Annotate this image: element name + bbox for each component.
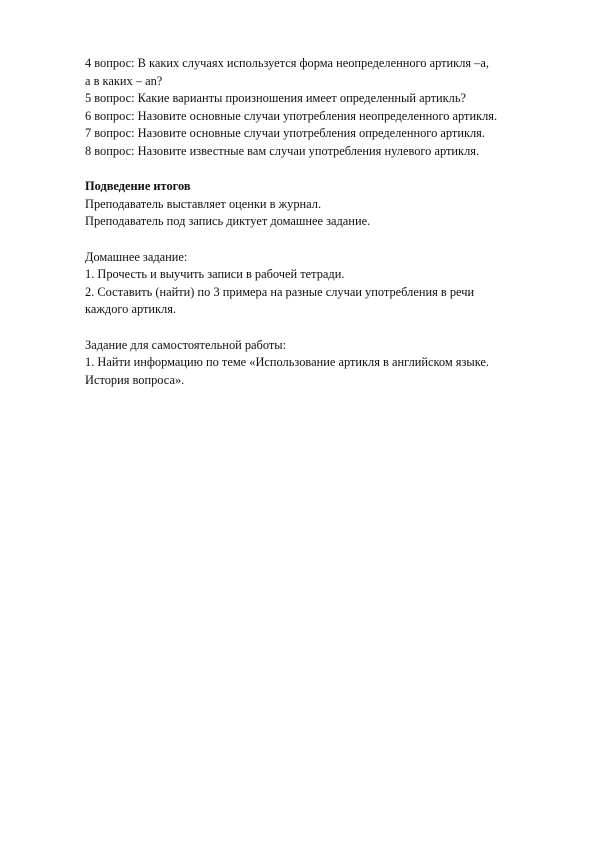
homework-item: 2. Составить (найти) по 3 примера на разные случаи употребления в речи — [85, 284, 475, 299]
spacer — [85, 319, 555, 337]
homework-block — [85, 249, 555, 319]
homework-item-continuation: каждого артикля. — [85, 302, 177, 317]
independent-work-item: 1. Найти информацию по теме «Использование артикля в английском языке. — [85, 355, 490, 370]
document-body — [85, 55, 555, 389]
independent-work-heading: Задание для самостоятельной работы: — [85, 337, 287, 352]
summary-heading: Подведение итогов — [85, 179, 191, 194]
homework-item: 1. Прочесть и выучить записи в рабочей тетради. — [85, 267, 345, 282]
question-8: 8 вопрос: Назовите известные вам случаи употребления нулевого артикля. — [85, 143, 480, 158]
question-5: 5 вопрос: Какие варианты произношения имеет определенный артикль? — [85, 91, 466, 106]
spacer — [85, 161, 555, 179]
independent-work-block — [85, 337, 555, 390]
question-4-line-1: 4 вопрос: В каких случаях используется форма неопределенного артикля –a, — [85, 56, 489, 70]
spacer — [85, 231, 555, 249]
summary-line: Преподаватель под запись диктует домашнее задание. — [85, 214, 371, 229]
questions-block — [85, 55, 555, 161]
homework-heading: Домашнее задание: — [85, 249, 188, 264]
summary-line: Преподаватель выставляет оценки в журнал. — [85, 196, 322, 211]
question-7: 7 вопрос: Назовите основные случаи употребления определенного артикля. — [85, 126, 485, 141]
summary-block — [85, 178, 555, 231]
independent-work-item-continuation: История вопроса». — [85, 372, 185, 387]
question-4-line-2: a в каких – an? — [85, 73, 163, 88]
question-6: 6 вопрос: Назовите основные случаи употребления неопределенного артикля. — [85, 108, 498, 123]
